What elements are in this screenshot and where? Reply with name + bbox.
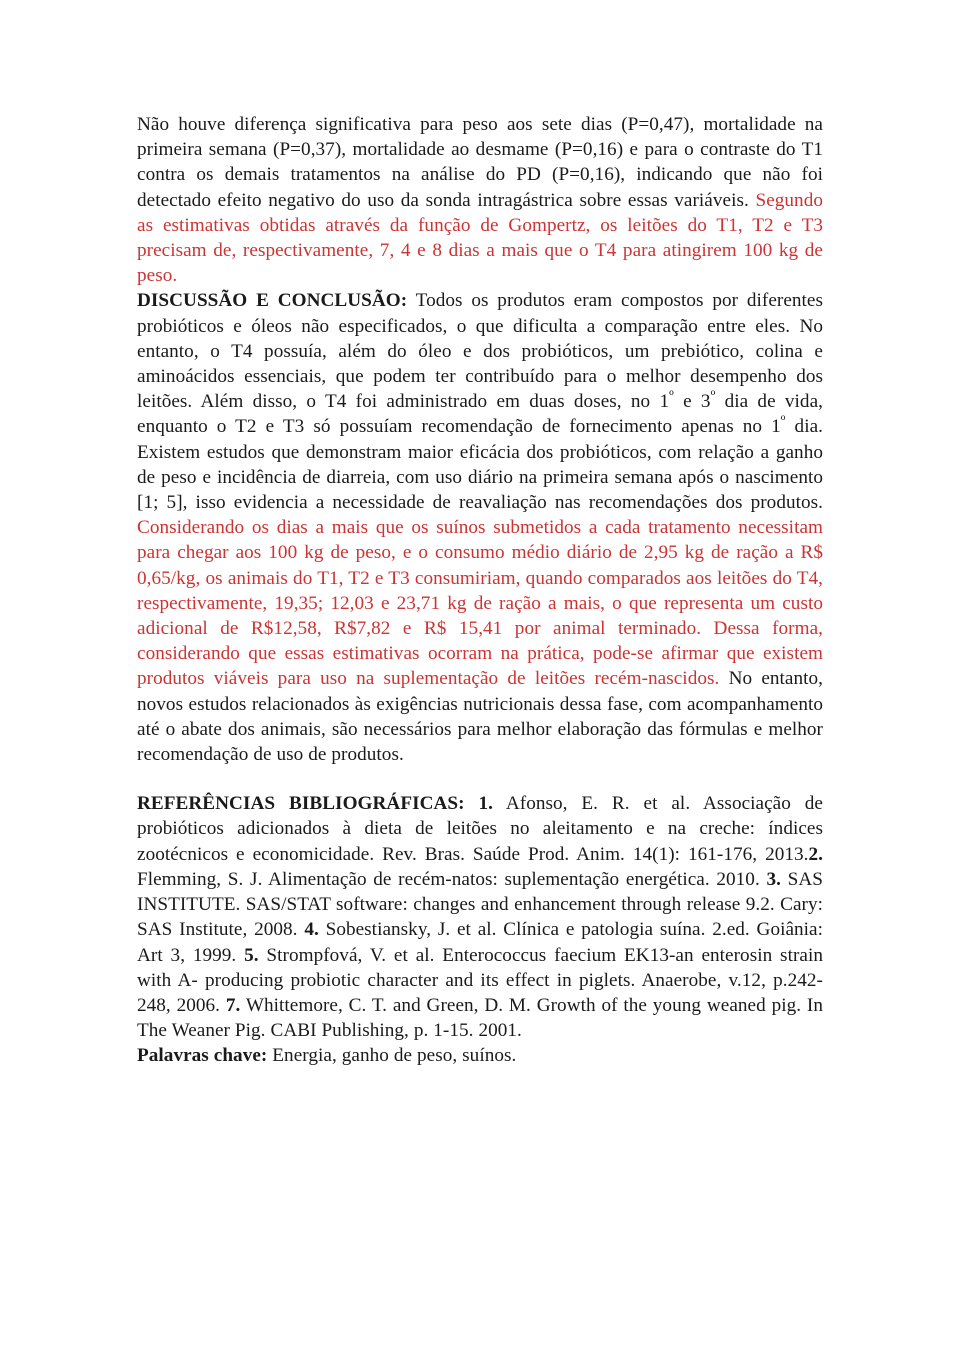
- reference-number-3: 3.: [766, 868, 781, 890]
- reference-text-5: Strompfová, V. et al. Enterococcus faecium EK13-an enterosin strain with A- producing probiotic character and its effect in piglets. Anaerobe, v.12, p.242-248, 2006.: [137, 944, 823, 1016]
- keywords-paragraph: [137, 1043, 823, 1068]
- reference-text-1: Afonso, E. R. et al. Associação de probióticos adicionados à dieta de leitões no aleitamento e na creche: índices zootécnicos e economicidade. Rev. Bras. Saúde Prod. Anim. 14(1): 161-176, 2013.: [137, 793, 823, 865]
- ordinal-marker: º: [669, 388, 674, 405]
- keywords-value: Energia, ganho de peso, suínos.: [267, 1045, 517, 1067]
- discussion-black-run-1: Todos os produtos eram compostos por diferentes probióticos e óleos não especificados, o que dificulta a comparação entre eles. No entanto, o T4 possuía, além do óleo e dos probióticos, um prebiótico, colina e aminoácidos essenciais, que podem ter contribuído para o melhor desempenho dos leitões. Além disso, o T4 foi administrado em duas doses, no $1^º$ e $3^º$ dia de vida, enquanto o T2 e T3 só possuíam recomendação de fornecimento apenas no $1^º$ dia. Existem estudos que demonstram maior eficácia dos probióticos, com relação a ganho de peso e incidência de diarreia, com uso diário na primeira semana após o nascimento [1; 5], isso evidencia a necessidade de reavaliação nas recomendações dos produtos.: [137, 290, 823, 514]
- reference-text-4: Sobestiansky, J. et al. Clínica e patologia suína. 2.ed. Goiânia: Art 3, 1999.: [137, 919, 824, 966]
- results-paragraph: [137, 112, 823, 288]
- reference-number-7: 7.: [225, 994, 241, 1016]
- results-red-run: Segundo as estimativas obtidas através da função de Gompertz, os leitões do T1, T2 e T3 precisam de, respectivamente, 7, 4 e 8 dias a mais que o T4 para atingirem 100 kg de peso.: [137, 189, 823, 287]
- references-paragraph: [137, 791, 823, 1043]
- reference-number-4: 4.: [304, 919, 319, 941]
- discussion-black-run-2: No entanto, novos estudos relacionados às exigências nutricionais dessa fase, com acompanhamento até o abate dos animais, são necessários para melhor elaboração das fórmulas e melhor recomendação de uso de produtos.: [137, 668, 823, 766]
- reference-text-3: SAS INSTITUTE. SAS/STAT software: changes and enhancement through release 9.2. Cary: SAS Institute, 2008.: [137, 868, 823, 941]
- keywords-label: Palavras chave:: [137, 1045, 268, 1067]
- discussion-heading: DISCUSSÃO E CONCLUSÃO:: [137, 290, 408, 312]
- references-heading: REFERÊNCIAS BIBLIOGRÁFICAS:: [137, 793, 465, 815]
- ordinal-marker: º: [780, 414, 786, 431]
- reference-text-2: Flemming, S. J. Alimentação de recém-natos: suplementação energética. 2010.: [137, 868, 767, 890]
- document-text-column: [137, 112, 823, 1069]
- reference-text-7: Whittemore, C. T. and Green, D. M. Growth of the young weaned pig. In The Weaner Pig. CABI Publishing, p. 1-15. 2001.: [137, 994, 823, 1042]
- section-spacer: [137, 767, 823, 791]
- ordinal-marker: º: [710, 388, 716, 405]
- reference-number-5: 5.: [244, 944, 259, 966]
- discussion-paragraph: [137, 288, 823, 767]
- reference-number-1: 1.: [464, 793, 493, 815]
- discussion-red-run: Considerando os dias a mais que os suínos submetidos a cada tratamento necessitam para chegar aos 100 kg de peso, e o consumo médio diário de 2,95 kg de ração a R$ 0,65/kg, os animais do T1, T2 e T3 consumiriam, quando comparados aos leitões do T4, respectivamente, 19,35; 12,03 e 23,71 kg de ração a mais, o que representa um custo adicional de R$12,58, R$7,82 e R$ 15,41 por animal terminado. Dessa forma, considerando que essas estimativas ocorram na prática, pode-se afirmar que existem produtos viáveis para uso na suplementação de leitões recém-nascidos.: [137, 517, 823, 690]
- results-black-run: Não houve diferença significativa para peso aos sete dias (P=0,47), mortalidade na primeira semana (P=0,37), mortalidade ao desmame (P=0,16) e para o contraste do T1 contra os demais tratamentos na análise do PD (P=0,16), indicando que não foi detectado efeito negativo do uso da sonda intragástrica sobre essas variáveis.: [137, 114, 823, 211]
- reference-number-2: 2.: [808, 843, 823, 865]
